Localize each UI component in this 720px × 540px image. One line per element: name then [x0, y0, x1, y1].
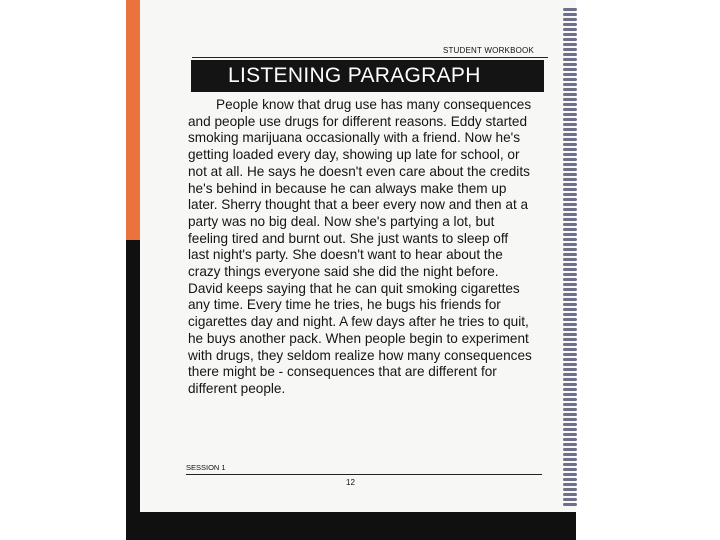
- spiral-coil: [563, 13, 577, 16]
- spiral-coil: [563, 253, 577, 256]
- spiral-coil: [563, 228, 577, 231]
- spiral-coil: [563, 103, 577, 106]
- spiral-coil: [563, 503, 577, 506]
- spiral-coil: [563, 68, 577, 71]
- spiral-coil: [563, 188, 577, 191]
- spiral-coil: [563, 223, 577, 226]
- spiral-coil: [563, 313, 577, 316]
- spiral-coil: [563, 88, 577, 91]
- spiral-coil: [563, 443, 577, 446]
- spiral-coil: [563, 293, 577, 296]
- spiral-coil: [563, 243, 577, 246]
- spiral-coil: [563, 413, 577, 416]
- spiral-coil: [563, 373, 577, 376]
- spiral-coil: [563, 198, 577, 201]
- spiral-coil: [563, 233, 577, 236]
- spiral-coil: [563, 368, 577, 371]
- spiral-coil: [563, 333, 577, 336]
- spiral-coil: [563, 113, 577, 116]
- workbook-page: [140, 0, 576, 512]
- spiral-coil: [563, 18, 577, 21]
- spiral-coil: [563, 38, 577, 41]
- spiral-coil: [563, 393, 577, 396]
- spiral-coil: [563, 338, 577, 341]
- spiral-coil: [563, 58, 577, 61]
- session-label: SESSION 1: [186, 463, 226, 472]
- spiral-coil: [563, 438, 577, 441]
- spiral-coil: [563, 33, 577, 36]
- spiral-coil: [563, 153, 577, 156]
- spiral-coil: [563, 178, 577, 181]
- spiral-coil: [563, 53, 577, 56]
- spiral-coil: [563, 98, 577, 101]
- spiral-binding: [563, 8, 579, 508]
- spiral-coil: [563, 488, 577, 491]
- spiral-coil: [563, 283, 577, 286]
- spiral-coil: [563, 148, 577, 151]
- spiral-coil: [563, 158, 577, 161]
- spiral-coil: [563, 323, 577, 326]
- spiral-coil: [563, 163, 577, 166]
- spiral-coil: [563, 23, 577, 26]
- spiral-coil: [563, 193, 577, 196]
- spiral-coil: [563, 108, 577, 111]
- listening-paragraph: People know that drug use has many consequences and people use drugs for different reasons. Eddy started smoking marijuana occasionally with a friend. Now he's getting loaded every day, showing up late for school, or not at all. He says he doesn't even care about the credits he's behind in because he can always make them up later. Sherry thought that a beer every now and then at a party was no big deal. Now she's partying a lot, but feeling tired and burnt out. She just wants to sleep off last night's party. She doesn't want to hear about the crazy things everyone said she did the night before. David keeps saying that he can quit smoking cigarettes any time. Every time he tries, he bugs his friends for cigarettes day and night. A few days after he tries to quit, he buys another pack. When people begin to experiment with drugs, they seldom realize how many consequences there might be - consequences that are different for different people.: [188, 97, 532, 396]
- spiral-coil: [563, 403, 577, 406]
- spiral-coil: [563, 383, 577, 386]
- spiral-coil: [563, 358, 577, 361]
- spiral-coil: [563, 63, 577, 66]
- spiral-coil: [563, 213, 577, 216]
- header-rule: [192, 57, 548, 58]
- spiral-coil: [563, 318, 577, 321]
- spiral-coil: [563, 493, 577, 496]
- spiral-coil: [563, 183, 577, 186]
- spiral-coil: [563, 408, 577, 411]
- spiral-coil: [563, 328, 577, 331]
- spiral-coil: [563, 458, 577, 461]
- spiral-coil: [563, 78, 577, 81]
- scanned-page: [126, 0, 576, 540]
- spiral-coil: [563, 363, 577, 366]
- spiral-coil: [563, 48, 577, 51]
- spiral-coil: [563, 348, 577, 351]
- spiral-coil: [563, 308, 577, 311]
- spiral-coil: [563, 93, 577, 96]
- spiral-coil: [563, 203, 577, 206]
- spiral-coil: [563, 8, 577, 11]
- spiral-coil: [563, 263, 577, 266]
- spiral-coil: [563, 463, 577, 466]
- spiral-coil: [563, 28, 577, 31]
- spiral-coil: [563, 73, 577, 76]
- spiral-coil: [563, 298, 577, 301]
- spiral-coil: [563, 218, 577, 221]
- spiral-coil: [563, 453, 577, 456]
- spiral-coil: [563, 123, 577, 126]
- spiral-coil: [563, 83, 577, 86]
- spiral-coil: [563, 423, 577, 426]
- spiral-coil: [563, 303, 577, 306]
- spiral-coil: [563, 168, 577, 171]
- page-title: LISTENING PARAGRAPH: [191, 60, 544, 92]
- spiral-coil: [563, 143, 577, 146]
- spiral-coil: [563, 478, 577, 481]
- spiral-coil: [563, 133, 577, 136]
- spiral-coil: [563, 468, 577, 471]
- spiral-coil: [563, 388, 577, 391]
- orange-tab: [126, 0, 140, 240]
- spiral-coil: [563, 258, 577, 261]
- spiral-coil: [563, 173, 577, 176]
- spiral-coil: [563, 448, 577, 451]
- spiral-coil: [563, 118, 577, 121]
- spiral-coil: [563, 498, 577, 501]
- spiral-coil: [563, 248, 577, 251]
- spiral-coil: [563, 238, 577, 241]
- spiral-coil: [563, 473, 577, 476]
- spiral-coil: [563, 378, 577, 381]
- footer-rule: [186, 474, 542, 475]
- spiral-coil: [563, 418, 577, 421]
- spiral-coil: [563, 268, 577, 271]
- page-number: 12: [346, 478, 355, 487]
- spiral-coil: [563, 43, 577, 46]
- spiral-coil: [563, 353, 577, 356]
- spiral-coil: [563, 128, 577, 131]
- spiral-coil: [563, 433, 577, 436]
- spiral-coil: [563, 343, 577, 346]
- spiral-coil: [563, 398, 577, 401]
- spiral-coil: [563, 208, 577, 211]
- spiral-coil: [563, 288, 577, 291]
- spiral-coil: [563, 483, 577, 486]
- spiral-coil: [563, 428, 577, 431]
- spiral-coil: [563, 138, 577, 141]
- spiral-coil: [563, 278, 577, 281]
- spiral-coil: [563, 273, 577, 276]
- workbook-label: STUDENT WORKBOOK: [442, 46, 534, 55]
